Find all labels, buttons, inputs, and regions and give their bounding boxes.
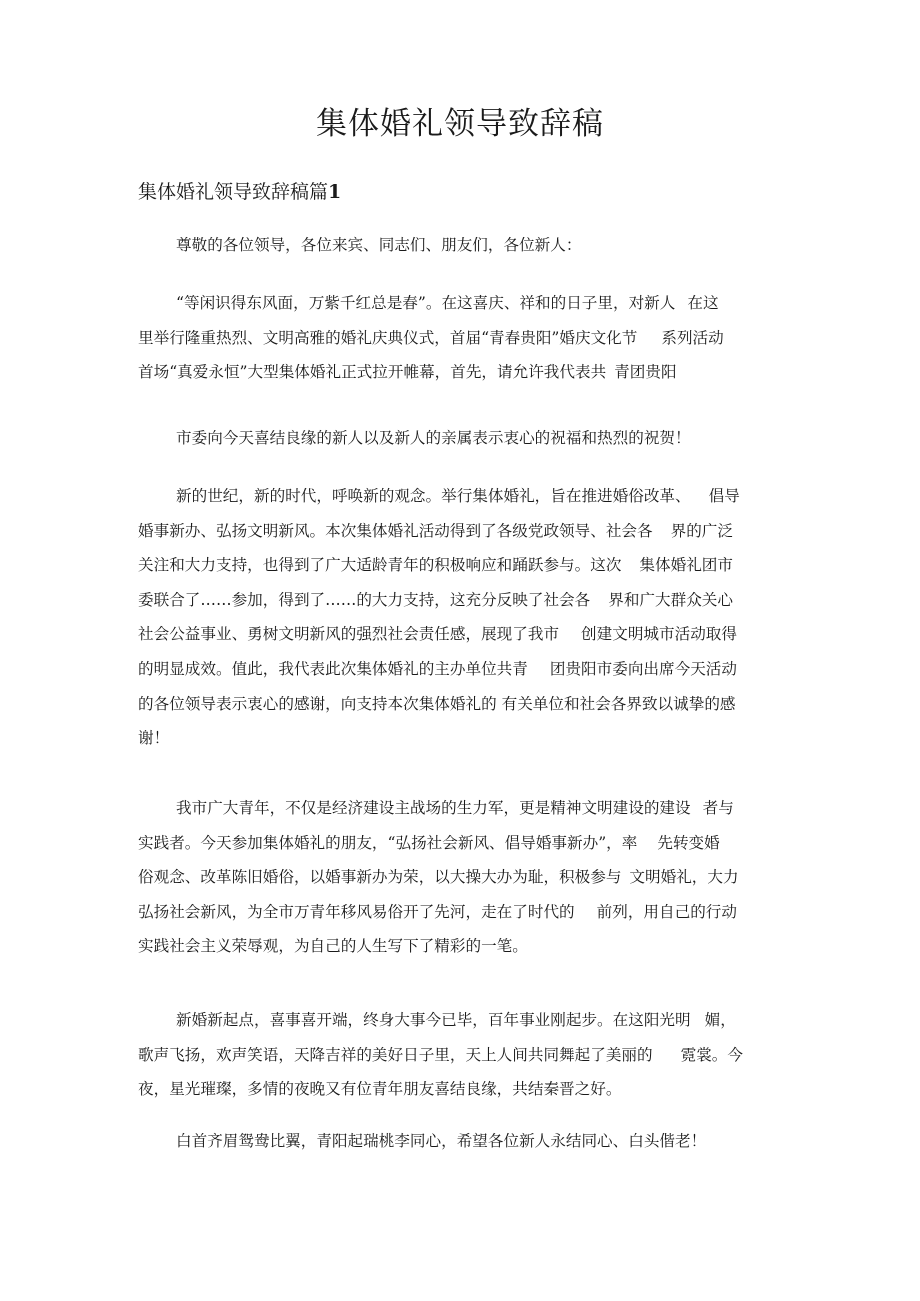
p1-line2a: 里举行隆重热烈、文明高雅的婚礼庆典仪式，首届“青春贵阳”婚庆文化节 bbox=[138, 328, 638, 347]
p1-line1a: “等闲识得东风面，万紫千红总是春”。在这喜庆、祥和的日子里，对新人 bbox=[176, 294, 676, 312]
p3-line5b: 创建文明城市活动取得 bbox=[581, 625, 737, 644]
section-number: 1 bbox=[328, 181, 342, 203]
p3-line4b: 界和广大群众关心 bbox=[608, 590, 733, 609]
p3-line6b: 团贵阳市委向出席今天活动 bbox=[549, 659, 737, 678]
p4-line3a: 俗观念、改革陈旧婚俗，以婚事新办为荣，以大操大办为耻，积极参与 bbox=[138, 868, 622, 887]
section-heading-text: 集体婚礼领导致辞稿篇 bbox=[138, 181, 329, 203]
p1-line3b: 青团贵阳 bbox=[614, 363, 677, 382]
p3-line3b: 集体婚礼团市 bbox=[639, 556, 733, 575]
paragraph-1 bbox=[138, 286, 786, 390]
p1-line1b: 在这 bbox=[687, 294, 719, 312]
p3-line8: 谢！ bbox=[138, 729, 170, 748]
p5-line1b: 媚， bbox=[704, 1011, 736, 1029]
p4-line2a: 实践者。今天参加集体婚礼的朋友，“弘扬社会新风、倡导婚事新办”，率 bbox=[138, 833, 638, 852]
p1-line3a: 首场“真爱永恒”大型集体婚礼正式拉开帷幕，首先，请允许我代表共 bbox=[138, 363, 607, 382]
p4-line4b: 前列，用自己的行动 bbox=[596, 902, 737, 921]
p3-line6a: 的明显成效。值此，我代表此次集体婚礼的主办单位共青 bbox=[138, 659, 528, 678]
p4-line1b: 者与 bbox=[702, 799, 734, 817]
p5-line3: 夜，星光璀璨，多情的夜晚又有位青年朋友喜结良缘，共结秦晋之好。 bbox=[138, 1080, 622, 1099]
p3-line5a: 社会公益事业、勇树文明新风的强烈社会责任感，展现了我市 bbox=[138, 625, 560, 644]
p3-line2a: 婚事新办、弘扬文明新风。本次集体婚礼活动得到了各级党政领导、社会各 bbox=[138, 521, 653, 540]
p4-line4a: 弘扬社会新风，为全市万青年移风易俗开了先河，走在了时代的 bbox=[138, 902, 575, 921]
paragraph-5 bbox=[138, 1003, 786, 1107]
p3-line7: 的各位领导表示衷心的感谢，向支持本次集体婚礼的 有关单位和社会各界致以诚挚的感 bbox=[138, 694, 736, 713]
paragraph-6: 白首齐眉鸳鸯比翼，青阳起瑞桃李同心，希望各位新人永结同心、白头偕老！ bbox=[176, 1132, 707, 1150]
salutation: 尊敬的各位领导，各位来宾、同志们、朋友们，各位新人： bbox=[176, 236, 582, 254]
paragraph-4 bbox=[138, 791, 786, 964]
p5-line2b: 霓裳。今 bbox=[680, 1045, 743, 1064]
p4-line1a: 我市广大青年，不仅是经济建设主战场的生力军，更是精神文明建设的建设 bbox=[176, 799, 691, 817]
p5-line1a: 新婚新起点，喜事喜开端，终身大事今已毕，百年事业刚起步。在这阳光明 bbox=[176, 1011, 691, 1029]
p3-line2b: 界的广泛 bbox=[670, 521, 733, 540]
p3-line1b: 倡导 bbox=[708, 487, 740, 505]
paragraph-2: 市委向今天喜结良缘的新人以及新人的亲属表示衷心的祝福和热烈的祝贺！ bbox=[176, 429, 691, 447]
paragraph-3 bbox=[138, 479, 786, 756]
p3-line1a: 新的世纪，新的时代，呼唤新的观念。举行集体婚礼，旨在推进婚俗改革、 bbox=[176, 487, 691, 505]
p4-line5: 实践社会主义荣辱观，为自己的人生写下了精彩的一笔。 bbox=[138, 937, 528, 956]
section-heading bbox=[138, 176, 341, 208]
document-title: 集体婚礼领导致辞稿 bbox=[316, 106, 604, 142]
p4-line2b: 先转变婚 bbox=[657, 833, 720, 852]
p3-line4a: 委联合了……参加，得到了……的大力支持，这充分反映了社会各 bbox=[138, 590, 591, 609]
p3-line3a: 关注和大力支持，也得到了广大适龄青年的积极响应和踊跃参与。这次 bbox=[138, 556, 622, 575]
p4-line3b: 文明婚礼，大力 bbox=[629, 868, 739, 887]
p1-line2b: 系列活动 bbox=[661, 328, 724, 347]
p5-line2a: 歌声飞扬，欢声笑语，天降吉祥的美好日子里，天上人间共同舞起了美丽的 bbox=[138, 1045, 653, 1064]
